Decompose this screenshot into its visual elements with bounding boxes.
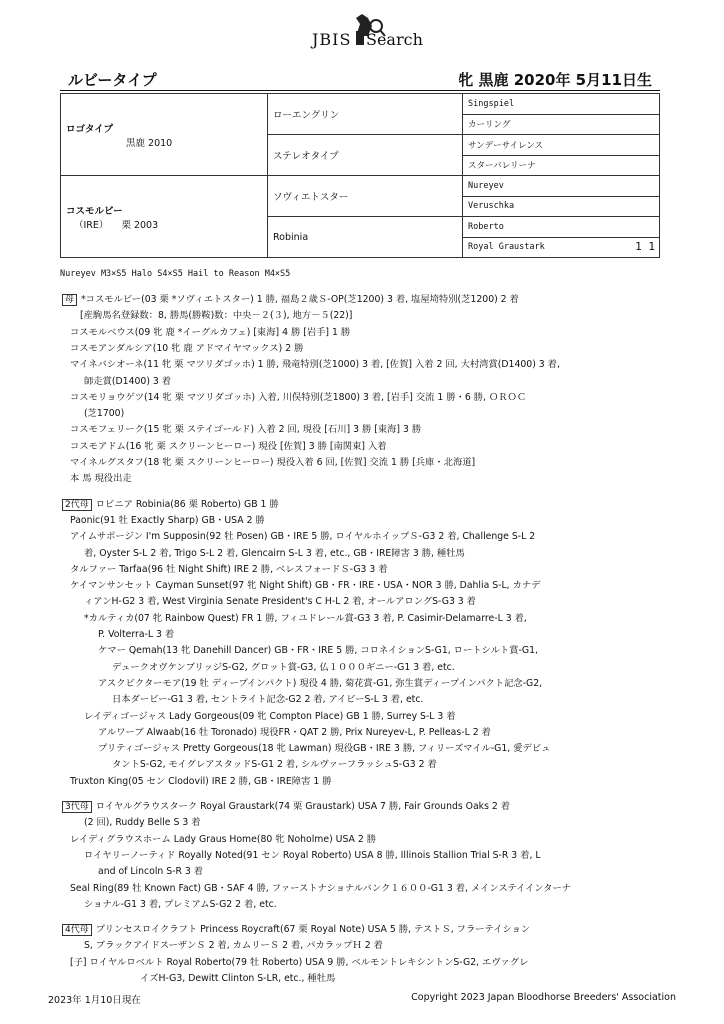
family-line [70,456,475,469]
family-line [70,563,388,576]
family-line [84,849,541,862]
family-line [84,612,527,625]
family-text: P. Volterra-L 3 着 [98,629,175,640]
family-text: Seal Ring(89 牡 Known Fact) GB・SAF 4 勝, ファーストナショナルバンク１６００-G1 3 着, メインステイインターナ [70,882,572,894]
family-text: レイディゴージャス Lady Gorgeous(09 牝 Compton Place) GB 1 勝, Surrey S-L 3 着 [84,710,456,722]
family-text: ロイヤルグラウスターク Royal Graustark(74 栗 Graustark) USA 7 勝, Fair Grounds Oaks 2 着 [95,801,511,812]
pedigree-g2-1[interactable]: ローエングリン [268,94,463,135]
family-text: マイネバシオーネ(11 牝 栗 マツリダゴッホ) 1 勝, 飛竜特別(芝1000) 3 着, [佐賀] 入着 2 回, 大村湾賞(D1400) 3 着, [70,359,560,371]
family-text: and of Lincoln S-R 3 着 [98,866,204,878]
family-line [84,595,476,608]
family-text: タントS-G2, モイグレアスタッドS-G1 2 着, シルヴァーフラッシュS-G3 2 着 [112,759,437,771]
family-line [98,742,550,755]
pedigree-g2-2[interactable]: ステレオタイプ [268,135,463,176]
family-line [70,530,535,543]
family-line [70,472,132,485]
pedigree-g3-2[interactable]: カーリング [463,114,660,135]
family-line [70,358,560,371]
pedigree-g3-3[interactable]: サンデーサイレンス [463,135,660,156]
family-line [98,726,491,739]
pedigree-g3-8[interactable]: Royal Graustark [468,242,545,253]
family-text: [子] ロイヤルロベルト Royal Roberto(79 牡 Roberto) USA 9 勝, ベルモントレキシントンS-G2, エヴァグレ [70,956,529,968]
family-text: (2 回), Ruddy Belle S 3 着 [84,817,201,829]
family-text: コスモフェリーク(15 牝 栗 ステイゴールド) 入着 2 回, 現役 [石川] 3 勝 [東海] 3 勝 [70,424,422,436]
family-text: 日本ダービー-G1 3 着, セントライト記念-G2 2 着, アイビーS-L 3 着, etc. [112,694,424,706]
family-text: 本 馬 現役出走 [70,473,132,485]
family-text: Truxton King(05 セン Clodovil) IRE 2 勝, GB・IRE障害 1 勝 [70,775,332,787]
horse-info: 牝 黒鹿 2020年 5月11日生 [458,71,652,89]
family-line [98,628,174,641]
sire-desc: 黒鹿 2010 [126,137,173,149]
family-line [84,547,465,560]
family-line [98,677,542,690]
family-line [70,775,332,788]
family-text: コスモルベウス(09 牝 鹿 *イーグルカフェ) [東海] 4 勝 [岩手] 1 勝 [70,326,351,338]
pedigree-g3-6[interactable]: Veruschka [463,196,660,217]
family-heading [62,800,510,813]
pedigree-table [60,93,660,258]
family-line [70,440,387,453]
inbreeding-line: Nureyev M3×S5 Halo S4×S5 Hail to Reason M4×S5 [60,269,291,279]
family-text: 着, Oyster S-L 2 着, Trigo S-L 2 着, Glencairn S-L 3 着, etc., GB・IRE障害 3 勝, 種牡馬 [84,547,465,559]
logo-text: JBIS [312,30,352,49]
family-text: コスモアドム(16 牝 栗 スクリーンヒーロー) 現役 [佐賀] 3 勝 [南関東] 入着 [70,440,387,452]
family-text: アルワーブ Alwaab(16 牡 Toronado) 現役FR・QAT 2 勝, Prix Nureyev-L, P. Pelleas-L 2 着 [98,726,491,738]
family-line [84,375,171,388]
logo-sub: Search [366,30,423,49]
family-text: マイネルグスタフ(18 牝 栗 スクリーンヒーロー) 現役入着 6 回, [佐賀] 交流 1 勝 [兵庫・北海道] [70,457,476,468]
pedigree-g2-4[interactable]: Robinia [268,217,463,258]
family-line [84,898,277,911]
family-text: ロビニア Robinia(86 栗 Roberto) GB 1 勝 [95,498,279,510]
family-text: *コスモルビー(03 栗 *ソヴィエトスター) 1 勝, 福島２歳Ｓ-OP(芝1200) 3 着, 塩屋埼特別(芝1200) 2 着 [81,294,519,305]
family-text: タルファー Tarfaa(96 牡 Night Shift) IRE 2 勝, ベレスフォードＳ-G3 3 着 [70,563,388,575]
horse-header [60,68,660,91]
family-line [112,661,455,674]
pedigree-g3-7[interactable]: Roberto [463,217,660,238]
sire-cell [61,94,268,176]
family-line [112,758,437,771]
family-text: (芝1700) [84,408,125,420]
family-line [70,579,540,592]
family-line [98,644,538,657]
family-line [70,833,376,846]
family-line [70,514,265,527]
family-text: アイムサポージン I'm Supposin(92 牡 Posen) GB・IRE 5 勝, ロイヤルホイップＳ-G3 2 着, Challenge S-L 2 [70,531,536,543]
family-heading [62,923,530,936]
pedigree-g3-1[interactable]: Singspiel [463,94,660,115]
family-line [80,309,352,322]
family-text: ィアンH-G2 3 着, West Virginia Senate President's C H-L 2 着, オールアロングS-G3 3 着 [84,596,476,608]
pedigree-g3-5[interactable]: Nureyev [463,176,660,197]
family-text: コスモアンダルシア(10 牝 鹿 アドマイヤマックス) 2 勝 [70,342,304,354]
family-text: S, ブラックアイドスーザンＳ 2 着, カムリーＳ 2 着, パカラップＨ 2 着 [84,940,383,952]
family-text: *カルティカ(07 牝 Rainbow Quest) FR 1 勝, フィユドレール賞-G3 3 着, P. Casimir-Delamarre-L 3 着, [84,612,527,624]
dam-origin: （IRE） [74,219,109,231]
horse-name: ルビータイプ [68,71,157,89]
family-text: デュークオヴケンブリッジS-G2, グロット賞-G3, 仏１０００ギニー-G1 3 着, etc. [112,661,455,673]
pedigree-number: 1 1 [635,239,655,253]
family-text: アスクビクターモア(19 牡 ディープインパクト) 現役 4 勝, 菊花賞-G1, 弥生賞ディープインパクト記念-G2, [98,677,543,689]
family-line [84,939,383,952]
dam-desc: 栗 2003 [121,219,159,231]
family-text: 師走賞(D1400) 3 着 [84,375,172,387]
family-line [70,423,421,436]
jbis-logo[interactable] [300,8,440,52]
family-line [84,710,456,723]
family-text: プリンセスロイクラフト Princess Roycraft(67 栗 Royal Note) USA 5 勝, テストＳ, フラーテイション [95,924,531,936]
family-text: ケイマンサンセット Cayman Sunset(97 牝 Night Shift) GB・FR・IRE・USA・NOR 3 勝, Dahlia S-L, カナデ [70,580,541,592]
family-text: イズH-G3, Dewitt Clinton S-LR, etc., 種牡馬 [140,973,336,984]
family-text: プリティゴージャス Pretty Gorgeous(18 牝 Lawman) 現役GB・IRE 3 勝, フィリーズマイル-G1, 愛デビュ [98,743,551,755]
dam-name[interactable]: コスモルビー [66,205,123,217]
generation-tag: 3代母 [62,801,92,813]
family-line [70,326,350,339]
family-text: ケマー Qemah(13 牝 Danehill Dancer) GB・FR・IRE 5 勝, コロネイションS-G1, ロートシルト賞-G1, [98,645,538,657]
footer-date: 2023年 1月10日現在 [48,995,141,1006]
logo-bar [356,31,364,45]
family-heading [62,293,519,306]
family-line [112,693,423,706]
pedigree-g2-3[interactable]: ソヴィエトスター [268,176,463,217]
family-line [84,816,201,829]
family-text: レイディグラウスホーム Lady Graus Home(80 牝 Noholme) USA 2 勝 [70,833,377,845]
family-line [70,882,571,895]
family-line [84,407,124,420]
family-line [70,391,526,404]
footer-copyright: Copyright 2023 Japan Bloodhorse Breeders' Association [411,992,676,1003]
family-text: ショナル-G1 3 着, プレミアムS-G2 2 着, etc. [84,898,277,910]
generation-tag: 2代母 [62,499,92,511]
family-text: Paonic(91 牡 Exactly Sharp) GB・USA 2 勝 [70,514,265,526]
generation-tag: 母 [62,294,77,306]
sire-name[interactable]: ロゴタイプ [66,123,114,135]
pedigree-g3-4[interactable]: スターバレリーナ [463,155,660,176]
family-heading [62,498,279,511]
family-line [140,972,335,985]
family-line [70,342,303,355]
pedigree-g3-8-cell [463,237,660,258]
family-line [98,865,203,878]
family-text: [産駒馬名登録数：8, 勝馬(勝鞍)数：中央－２(３), 地方－５(22)] [80,310,353,322]
generation-tag: 4代母 [62,924,92,936]
family-text: ロイヤリーノーティド Royally Noted(91 セン Royal Roberto) USA 8 勝, Illinois Stallion Trial S-R 3 着, L [84,849,541,861]
dam-cell [61,176,268,258]
family-line [70,956,528,969]
family-text: コスモリョウゲツ(14 牝 栗 マツリダゴッホ) 入着, 川俣特別(芝1800) 3 着, [岩手] 交流 1 勝・6 勝, ＯＲＯＣ [70,391,527,403]
